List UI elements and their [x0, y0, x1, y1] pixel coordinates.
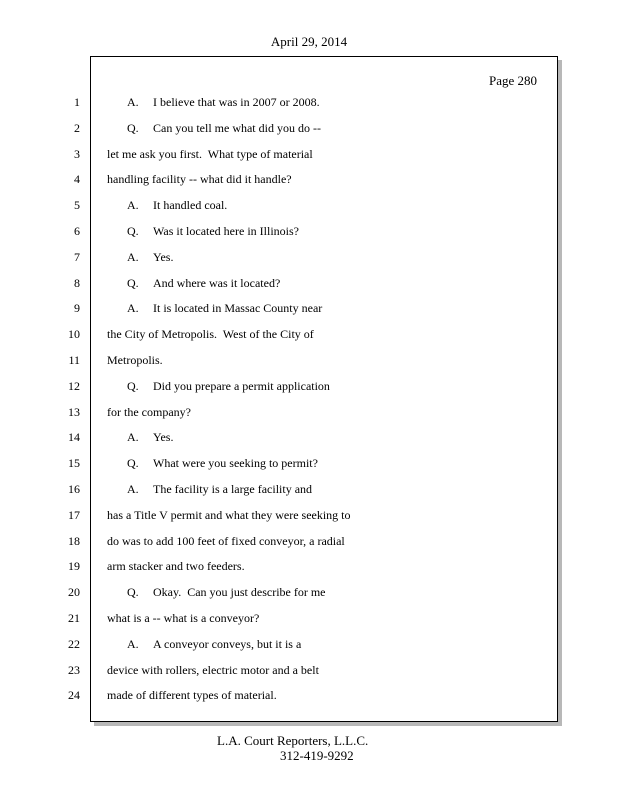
- transcript-line: [107, 405, 191, 419]
- line-number: 23: [68, 663, 80, 677]
- transcript-line: [127, 301, 322, 315]
- transcript-line: [127, 456, 318, 470]
- transcript-line: [107, 559, 245, 573]
- footer-phone: 312-419-9292: [280, 748, 354, 763]
- line-text: Did you prepare a permit application: [153, 379, 330, 393]
- speaker-label: A.: [127, 637, 139, 651]
- transcript-line: [127, 198, 227, 212]
- transcript-line: [127, 379, 330, 393]
- speaker-label: A.: [127, 250, 139, 264]
- line-number: 5: [74, 198, 80, 212]
- transcript-line: [107, 172, 292, 186]
- footer-company: L.A. Court Reporters, L.L.C.: [217, 733, 369, 748]
- line-text: arm stacker and two feeders.: [107, 559, 245, 573]
- line-text: let me ask you first. What type of material: [107, 147, 313, 161]
- speaker-label: Q.: [127, 456, 139, 470]
- transcript-line: [127, 276, 280, 290]
- line-text: the City of Metropolis. West of the City of: [107, 327, 314, 341]
- line-number: 8: [74, 276, 80, 290]
- line-text: Metropolis.: [107, 353, 163, 367]
- line-number: 9: [74, 301, 80, 315]
- speaker-label: A.: [127, 95, 139, 109]
- line-text: Yes.: [153, 250, 174, 264]
- transcript-line: [107, 534, 345, 548]
- line-number: 17: [68, 508, 80, 522]
- line-number: 14: [68, 430, 80, 444]
- transcript-line: [107, 327, 314, 341]
- speaker-label: Q.: [127, 379, 139, 393]
- transcript-line: [127, 585, 326, 599]
- line-number: 24: [68, 688, 80, 702]
- line-number: 4: [74, 172, 80, 186]
- line-text: handling facility -- what did it handle?: [107, 172, 292, 186]
- line-text: I believe that was in 2007 or 2008.: [153, 95, 320, 109]
- line-number: 22: [68, 637, 80, 651]
- line-number: 20: [68, 585, 80, 599]
- line-text: Was it located here in Illinois?: [153, 224, 299, 238]
- line-text: The facility is a large facility and: [153, 482, 313, 496]
- transcript-line: [127, 482, 312, 496]
- line-number: 7: [74, 250, 80, 264]
- line-number: 2: [74, 121, 80, 135]
- line-number: 16: [68, 482, 80, 496]
- speaker-label: A.: [127, 430, 139, 444]
- transcript-line: [127, 430, 173, 444]
- line-text: Okay. Can you just describe for me: [153, 585, 326, 599]
- line-text: made of different types of material.: [107, 688, 277, 702]
- transcript-line: [127, 637, 301, 651]
- line-text: device with rollers, electric motor and a belt: [107, 663, 319, 677]
- line-number: 12: [68, 379, 80, 393]
- transcript-line: [107, 663, 319, 677]
- transcript-line: [107, 508, 351, 522]
- line-text: has a Title V permit and what they were seeking to: [107, 508, 351, 522]
- speaker-label: Q.: [127, 224, 139, 238]
- line-text: A conveyor conveys, but it is a: [153, 637, 302, 651]
- line-text: do was to add 100 feet of fixed conveyor, a radial: [107, 534, 345, 548]
- speaker-label: A.: [127, 482, 139, 496]
- speaker-label: A.: [127, 198, 139, 212]
- transcript-line: [127, 250, 173, 264]
- line-number: 15: [68, 456, 80, 470]
- speaker-label: Q.: [127, 276, 139, 290]
- speaker-label: A.: [127, 301, 139, 315]
- line-number: 10: [68, 327, 80, 341]
- line-number: 1: [74, 95, 80, 109]
- transcript-line: [107, 147, 313, 161]
- transcript-line: [107, 611, 259, 625]
- transcript-line: [107, 353, 163, 367]
- line-text: Can you tell me what did you do --: [153, 121, 321, 135]
- line-number: 11: [68, 353, 80, 367]
- line-text: And where was it located?: [153, 276, 281, 290]
- line-number: 19: [68, 559, 80, 573]
- line-number: 18: [68, 534, 80, 548]
- line-number: 21: [68, 611, 80, 625]
- speaker-label: Q.: [127, 121, 139, 135]
- line-text: Yes.: [153, 430, 174, 444]
- line-text: It is located in Massac County near: [153, 301, 323, 315]
- speaker-label: Q.: [127, 585, 139, 599]
- line-text: It handled coal.: [153, 198, 228, 212]
- transcript-line: [127, 224, 299, 238]
- line-number: 13: [68, 405, 80, 419]
- transcript-line: [127, 95, 320, 109]
- page-number: Page 280: [488, 73, 537, 88]
- transcript-line: [127, 121, 321, 135]
- line-text: what is a -- what is a conveyor?: [107, 611, 260, 625]
- line-text: for the company?: [107, 405, 191, 419]
- transcript-line: [107, 688, 277, 702]
- line-number: 6: [74, 224, 80, 238]
- header-date: April 29, 2014: [270, 34, 348, 49]
- line-number: 3: [74, 147, 80, 161]
- line-text: What were you seeking to permit?: [153, 456, 318, 470]
